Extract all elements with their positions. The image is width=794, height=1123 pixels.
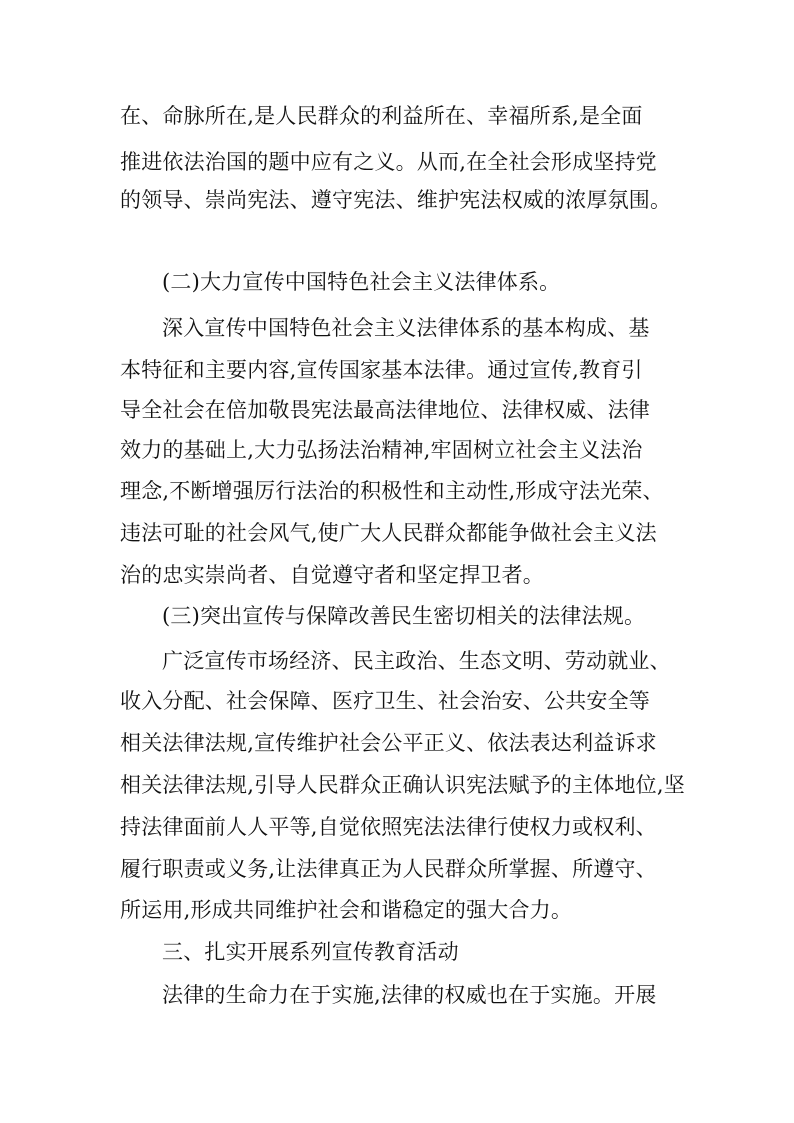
paragraph-line: 导全社会在倍加敬畏宪法最高法律地位、法律权威、法律 xyxy=(120,398,650,422)
paragraph-line: 违法可耻的社会风气,使广大人民群众都能争做社会主义法 xyxy=(120,521,657,545)
paragraph-line: 深入宣传中国特色社会主义法律体系的基本构成、基 xyxy=(162,316,650,340)
section-heading: (二)大力宣传中国特色社会主义法律体系。 xyxy=(162,270,561,294)
paragraph-line: 的领导、崇尚宪法、遵守宪法、维护宪法权威的浓厚氛围。 xyxy=(120,188,672,212)
paragraph-line: 本特征和主要内容,宣传国家基本法律。通过宣传,教育引 xyxy=(120,358,643,382)
paragraph-line: 履行职责或义务,让法律真正为人民群众所掌握、所遵守、 xyxy=(120,857,657,881)
paragraph-line: 推进依法治国的题中应有之义。从而,在全社会形成坚持党 xyxy=(120,150,657,174)
paragraph-line: 法律的生命力在于实施,法律的权威也在于实施。开展 xyxy=(162,983,657,1007)
paragraph-line: 相关法律法规,引导人民群众正确认识宪法赋予的主体地位,坚 xyxy=(120,773,685,797)
section-heading: 三、扎实开展系列宣传教育活动 xyxy=(162,940,459,964)
section-heading: (三)突出宣传与保障改善民生密切相关的法律法规。 xyxy=(162,604,646,628)
paragraph-line: 收入分配、社会保障、医疗卫生、社会治安、公共安全等 xyxy=(120,689,650,713)
paragraph-line: 相关法律法规,宣传维护社会公平正义、依法表达利益诉求 xyxy=(120,731,657,755)
paragraph-line: 治的忠实崇尚者、自觉遵守者和坚定捍卫者。 xyxy=(120,563,544,587)
paragraph-line: 持法律面前人人平等,自觉依照宪法法律行使权力或权利、 xyxy=(120,815,657,839)
paragraph-line: 在、命脉所在,是人民群众的利益所在、幸福所系,是全面 xyxy=(120,104,643,128)
paragraph-line: 所运用,形成共同维护社会和谐稳定的强大合力。 xyxy=(120,898,573,922)
paragraph-line: 理念,不断增强厉行法治的积极性和主动性,形成守法光荣、 xyxy=(120,479,664,503)
paragraph-line: 广泛宣传市场经济、民主政治、生态文明、劳动就业、 xyxy=(162,649,671,673)
paragraph-line: 效力的基础上,大力弘扬法治精神,牢固树立社会主义法治 xyxy=(120,438,643,462)
